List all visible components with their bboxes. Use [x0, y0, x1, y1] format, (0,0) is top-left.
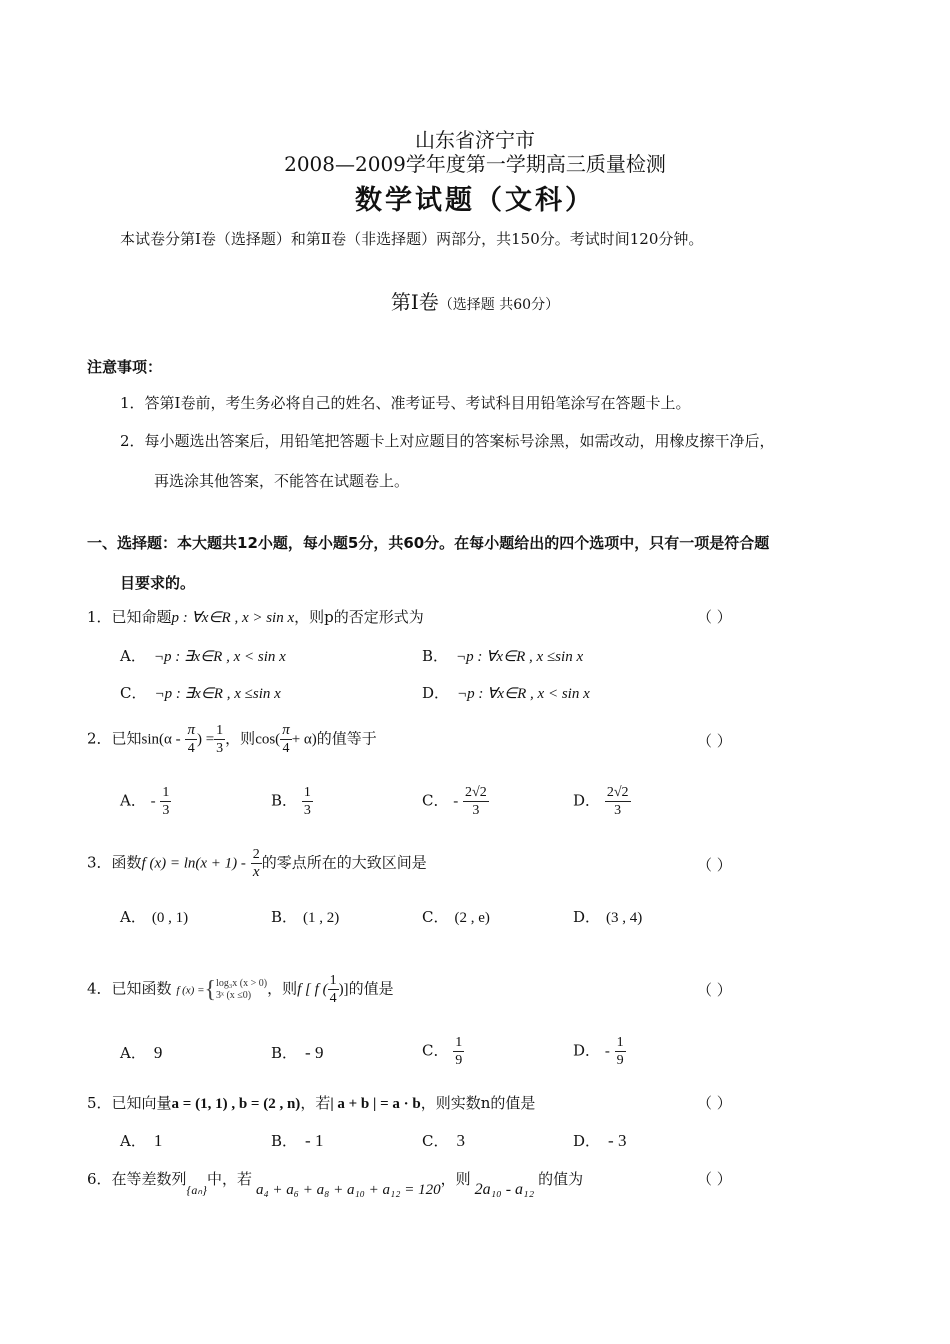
q4-d-sign: - [604, 1043, 610, 1060]
q3-den: x [252, 864, 260, 880]
q4-c-label: C． [422, 1041, 449, 1060]
volume-sub: （选择题 共60分） [438, 297, 560, 313]
q6-answer-paren: （ ） [697, 1170, 732, 1188]
q3-a-label: A． [120, 908, 146, 926]
q4-c-frac [453, 1034, 464, 1069]
notice-item-2: 2．每小题选出答案后，用铅笔把答题卡上对应题目的答案标号涂黑，如需改动，用橡皮擦干净后， [120, 432, 775, 450]
q4-option-a [120, 1042, 162, 1063]
q4-row1: log₃x (x > 0) [216, 977, 268, 989]
q4-d-num: 1 [616, 1035, 624, 1050]
q2-d-frac [605, 784, 631, 819]
q4-pre: 4．已知函数 [87, 979, 172, 998]
q4-close: )] [338, 981, 349, 998]
q4-answer-paren: （ ） [697, 981, 732, 999]
q2-b-den: 3 [303, 803, 311, 818]
volume-label: 第Ⅰ卷 [390, 290, 439, 314]
q4-mid: ，则 [267, 979, 298, 998]
q1-a-label: A． [120, 647, 146, 665]
q4-d-den: 9 [616, 1053, 624, 1068]
q4-b-text: - 9 [305, 1043, 324, 1062]
q2-b-label: B． [271, 791, 298, 810]
q4-post: 的值是 [348, 979, 394, 998]
q5-c-label: C． [422, 1132, 449, 1150]
q2-c-frac [463, 784, 489, 819]
q6-math2: 2a₁₀ - a₁₂ [474, 1181, 535, 1198]
q5-b-text: - 1 [305, 1131, 324, 1150]
question-4 [87, 972, 394, 1007]
q5-d-text: - 3 [608, 1131, 627, 1150]
q3-post: 的零点所在的大致区间是 [261, 853, 427, 872]
q3-option-c [422, 906, 490, 927]
q2-c-num: 2√2 [465, 785, 487, 800]
q4-frac [328, 972, 339, 1007]
question-1 [87, 606, 424, 627]
q4-den: 4 [329, 991, 337, 1006]
q2-sin: sin(α - [141, 731, 181, 748]
q2-four-b: 4 [282, 741, 290, 756]
q3-answer-paren: （ ） [697, 856, 732, 874]
q2-a-den: 3 [162, 803, 170, 818]
q4-c-num: 1 [455, 1035, 463, 1050]
volume-heading [0, 286, 950, 315]
q3-c-label: C． [422, 908, 449, 926]
q3-option-b [271, 906, 339, 927]
q1-answer-paren: （ ） [697, 608, 732, 626]
q2-frac-pi4 [185, 722, 197, 757]
q5-option-a [120, 1130, 162, 1151]
q4-a-label: A． [120, 1044, 146, 1062]
q2-one: 1 [216, 723, 224, 738]
q4-option-b [271, 1042, 323, 1063]
q3-num: 2 [252, 847, 260, 862]
q5-b-label: B． [271, 1132, 298, 1150]
q4-option-c [422, 1034, 464, 1069]
question-2 [87, 722, 377, 757]
question-6 [87, 1168, 583, 1199]
q4-num: 1 [329, 973, 337, 988]
q1-option-b [422, 645, 583, 666]
q1-a-text: ¬p : ∃x∈R , x < sin x [153, 649, 286, 665]
q2-answer-paren: （ ） [697, 732, 732, 750]
q4-c-den: 9 [455, 1053, 463, 1068]
q4-b-label: B． [271, 1044, 298, 1062]
q2-eq: ) = [196, 731, 215, 748]
q1-d-text: ¬p : ∀x∈R , x < sin x [457, 686, 590, 702]
q5-pre: 5．已知向量 [87, 1094, 172, 1112]
q2-a-num: 1 [162, 785, 170, 800]
school-line: 山东省济宁市 [415, 128, 535, 152]
notice-heading: 注意事项： [87, 358, 163, 376]
q4-fx: f (x) = [176, 984, 205, 997]
q5-post: ，则实数n的值是 [420, 1094, 536, 1112]
q5-c-text: 3 [456, 1131, 465, 1150]
section-heading-cont: 目要求的。 [120, 574, 196, 592]
q6-mid: 中，若 [206, 1170, 252, 1188]
q1-post: ，则p的否定形式为 [294, 608, 424, 626]
q1-option-d [422, 682, 590, 703]
q1-b-text: ¬p : ∀x∈R , x ≤sin x [456, 649, 584, 665]
q6-mid2: ，则 [440, 1170, 471, 1188]
exam-title: 数学试题（文科） [355, 185, 595, 216]
q2-four: 4 [187, 741, 195, 756]
q5-a-label: A． [120, 1132, 146, 1150]
notice-item-2-cont: 再选涂其他答案，不能答在试题卷上。 [154, 472, 410, 490]
q2-mid: ，则 [225, 729, 256, 748]
q4-piecewise [216, 978, 267, 1002]
q6-post: 的值为 [538, 1170, 584, 1188]
q3-d-text: (3 , 4) [606, 910, 643, 926]
q4-d-label: D． [573, 1041, 601, 1060]
q4-d-frac [615, 1034, 626, 1069]
notice-item-1: 1．答第Ⅰ卷前，考生务必将自己的姓名、准考证号、考试科目用铅笔涂写在答题卡上。 [120, 394, 691, 412]
q4-row2: 3ˣ (x ≤0) [216, 989, 252, 1001]
q2-pre: 2．已知 [87, 729, 142, 748]
q1-option-c [120, 682, 281, 703]
q5-a-text: 1 [153, 1131, 163, 1150]
q2-c-den: 3 [472, 803, 480, 818]
q5-option-d [573, 1130, 626, 1151]
q1-d-label: D． [422, 684, 450, 702]
q1-math: p : ∀x∈R , x > sin x [171, 610, 295, 626]
q4-brace: { [204, 976, 217, 1003]
q2-option-c [422, 784, 489, 819]
q5-d-label: D． [573, 1132, 601, 1150]
q3-d-label: D． [573, 908, 601, 926]
q5-math1: a = (1, 1) , b = (2 , n) [171, 1096, 301, 1112]
q3-math: f (x) = ln(x + 1) - [141, 855, 246, 872]
q2-three: 3 [216, 741, 224, 756]
q2-a-frac [160, 784, 171, 819]
q5-mid: ，若 [300, 1094, 331, 1112]
q2-a-sign: - [150, 793, 156, 810]
q1-pre: 1．已知命题 [87, 608, 172, 626]
q2-a-label: A． [120, 791, 146, 810]
q3-a-text: (0 , 1) [151, 910, 189, 926]
q3-c-text: (2 , e) [454, 910, 490, 926]
q3-frac [251, 846, 262, 881]
q2-option-d [573, 784, 631, 819]
q6-pre: 6．在等差数列 [87, 1170, 187, 1188]
q1-c-label: C． [120, 684, 147, 702]
question-5 [87, 1092, 535, 1113]
q2-d-den: 3 [614, 803, 622, 818]
q5-option-b [271, 1130, 323, 1151]
q2-c-sign: - [453, 793, 459, 810]
q3-b-text: (1 , 2) [303, 910, 340, 926]
q4-math: f [ f ( [297, 981, 328, 998]
q2-b-frac [302, 784, 313, 819]
q5-math2: | a + b | = a · b [330, 1096, 421, 1112]
q5-option-c [422, 1130, 465, 1151]
q2-b-num: 1 [303, 785, 311, 800]
question-3 [87, 846, 427, 881]
q1-b-label: B． [422, 647, 449, 665]
q6-math: a₄ + a₆ + a₈ + a₁₀ + a₁₂ = 120 [255, 1182, 441, 1198]
q4-a-text: 9 [153, 1043, 163, 1062]
q2-pi-b: π [282, 722, 290, 738]
q2-d-label: D． [573, 791, 601, 810]
q2-pi: π [187, 722, 195, 738]
q1-option-a [120, 645, 286, 666]
term-line: 2008—2009学年度第一学期高三质量检测 [284, 152, 666, 176]
q2-c-label: C． [422, 791, 449, 810]
q2-cos: cos( [255, 731, 281, 748]
q2-plus-alpha: + α) [291, 731, 317, 748]
q2-post: 的值等于 [316, 729, 377, 748]
q5-answer-paren: （ ） [697, 1094, 732, 1112]
q3-option-a [120, 906, 188, 927]
q3-option-d [573, 906, 642, 927]
q2-option-a [120, 784, 171, 819]
q2-frac-pi4-b [280, 722, 292, 757]
q3-pre: 3．函数 [87, 853, 142, 872]
q3-b-label: B． [271, 908, 298, 926]
q6-seq: {aₙ} [186, 1183, 207, 1197]
q2-option-b [271, 784, 313, 819]
exam-intro: 本试卷分第Ⅰ卷（选择题）和第Ⅱ卷（非选择题）两部分，共150分。考试时间120分钟。 [120, 230, 704, 248]
q2-frac-13 [214, 722, 225, 757]
q2-d-num: 2√2 [606, 785, 629, 800]
q1-c-text: ¬p : ∃x∈R , x ≤sin x [154, 686, 281, 702]
q4-option-d [573, 1034, 626, 1069]
section-heading: 一、选择题：本大题共12小题，每小题5分，共60分。在每小题给出的四个选项中，只有一项是符合题 [87, 534, 770, 552]
